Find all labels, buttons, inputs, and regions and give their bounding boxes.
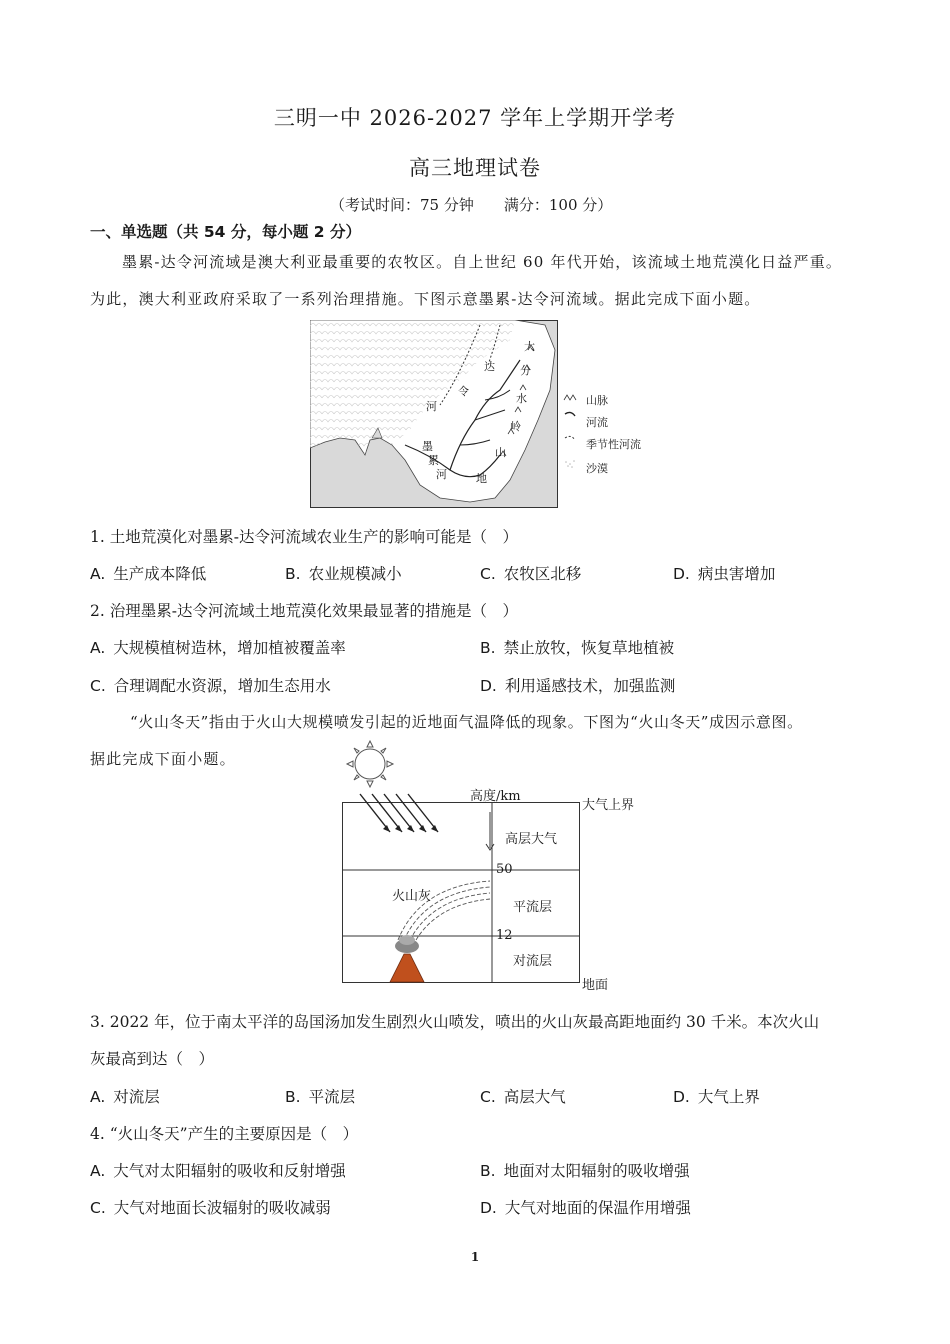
legend-mountain: 山脉 bbox=[586, 394, 608, 407]
map-label-da1: 达 bbox=[484, 360, 495, 373]
troposphere-label: 对流层 bbox=[513, 954, 553, 969]
map-legend bbox=[562, 390, 672, 480]
q1-stem: 1. 土地荒漠化对墨累-达令河流域农业生产的影响可能是（ ） bbox=[90, 528, 518, 546]
passage2-line2: 据此完成下面小题。 bbox=[90, 750, 236, 768]
sun-icon bbox=[347, 741, 393, 787]
map-label-shan: 山 bbox=[495, 446, 506, 459]
q2-stem: 2. 治理墨累-达令河流域土地荒漠化效果最显著的措施是（ ） bbox=[90, 602, 518, 620]
q3-stem-line2: 灰最高到达（ ） bbox=[90, 1050, 215, 1068]
ground-label: 地面 bbox=[582, 978, 609, 993]
q1-option-d: D. 病虫害增加 bbox=[673, 565, 776, 583]
q3-option-c: C. 高层大气 bbox=[480, 1088, 566, 1106]
height-label: 高度/km bbox=[470, 789, 521, 804]
q2-option-b: B. 禁止放牧，恢复草地植被 bbox=[480, 639, 675, 657]
q2-option-d: D. 利用遥感技术，加强监测 bbox=[480, 677, 676, 695]
passage2-line1: “火山冬天”指由于火山大规模喷发引起的近地面气温降低的现象。下图为“火山冬天”成因示意图。 bbox=[130, 713, 803, 731]
map-label-he1: 河 bbox=[426, 400, 437, 413]
desert-symbol-icon bbox=[565, 460, 575, 468]
tick-12: 12 bbox=[496, 928, 513, 943]
passage1-line2: 为此，澳大利亚政府采取了一系列治理措施。下图示意墨累-达令河流域。据此完成下面小题。 bbox=[90, 290, 761, 308]
q4-option-c: C. 大气对地面长波辐射的吸收减弱 bbox=[90, 1199, 331, 1217]
legend-seasonal: 季节性河流 bbox=[586, 438, 641, 451]
map-label-he2: 河 bbox=[436, 468, 447, 481]
seasonal-river-symbol-icon bbox=[565, 436, 575, 440]
map-label-ling1: 令 bbox=[458, 385, 469, 398]
legend-desert: 沙漠 bbox=[586, 462, 608, 475]
map-label-ling2: 岭 bbox=[510, 420, 521, 433]
passage1-line1: 墨累-达令河流域是澳大利亚最重要的农牧区。自上世纪 60 年代开始，该流域土地荒漠化日益严重。 bbox=[122, 253, 843, 271]
section-heading: 一、单选题（共 54 分，每小题 2 分） bbox=[90, 223, 361, 241]
volcanic-winter-diagram bbox=[340, 736, 660, 996]
mountain-symbol-icon bbox=[564, 395, 576, 400]
q4-stem: 4. “火山冬天”产生的主要原因是（ ） bbox=[90, 1125, 359, 1143]
q3-option-d: D. 大气上界 bbox=[673, 1088, 760, 1106]
map-label-shui: 水 bbox=[516, 392, 527, 405]
upper-atmosphere-label: 高层大气 bbox=[505, 832, 558, 847]
map-drawing bbox=[310, 320, 558, 508]
map-label-mo: 墨 bbox=[422, 440, 433, 453]
page-number: 1 bbox=[470, 1250, 480, 1264]
exam-title: 三明一中 2026-2027 学年上学期开学考 bbox=[273, 106, 677, 130]
upper-boundary-label: 大气上界 bbox=[582, 798, 635, 813]
ash-label: 火山灰 bbox=[392, 889, 432, 904]
river-symbol-icon bbox=[565, 412, 575, 416]
stratosphere-label: 平流层 bbox=[513, 900, 553, 915]
q4-option-b: B. 地面对太阳辐射的吸收增强 bbox=[480, 1162, 690, 1180]
map-label-lei: 累 bbox=[428, 454, 439, 467]
exam-info: （考试时间：75 分钟 满分：100 分） bbox=[330, 196, 613, 214]
map-label-da2: 大 bbox=[524, 340, 535, 353]
q1-option-c: C. 农牧区北移 bbox=[480, 565, 582, 583]
q4-option-a: A. 大气对太阳辐射的吸收和反射增强 bbox=[90, 1162, 346, 1180]
q3-option-b: B. 平流层 bbox=[285, 1088, 356, 1106]
q1-option-a: A. 生产成本降低 bbox=[90, 565, 207, 583]
murray-darling-map bbox=[310, 320, 558, 508]
q3-option-a: A. 对流层 bbox=[90, 1088, 160, 1106]
q4-option-d: D. 大气对地面的保温作用增强 bbox=[480, 1199, 691, 1217]
exam-subtitle: 高三地理试卷 bbox=[409, 156, 541, 180]
q1-option-b: B. 农业规模减小 bbox=[285, 565, 402, 583]
map-label-fen: 分 bbox=[520, 364, 531, 377]
legend-river: 河流 bbox=[586, 416, 608, 429]
q2-option-a: A. 大规模植树造林，增加植被覆盖率 bbox=[90, 639, 346, 657]
q3-stem-line1: 3. 2022 年，位于南太平洋的岛国汤加发生剧烈火山喷发，喷出的火山灰最高距地面约 30 千米。本次火山 bbox=[90, 1013, 820, 1031]
map-label-di: 地 bbox=[476, 472, 487, 485]
volcano-icon bbox=[390, 935, 424, 982]
tick-50: 50 bbox=[496, 862, 513, 877]
q2-option-c: C. 合理调配水资源，增加生态用水 bbox=[90, 677, 331, 695]
